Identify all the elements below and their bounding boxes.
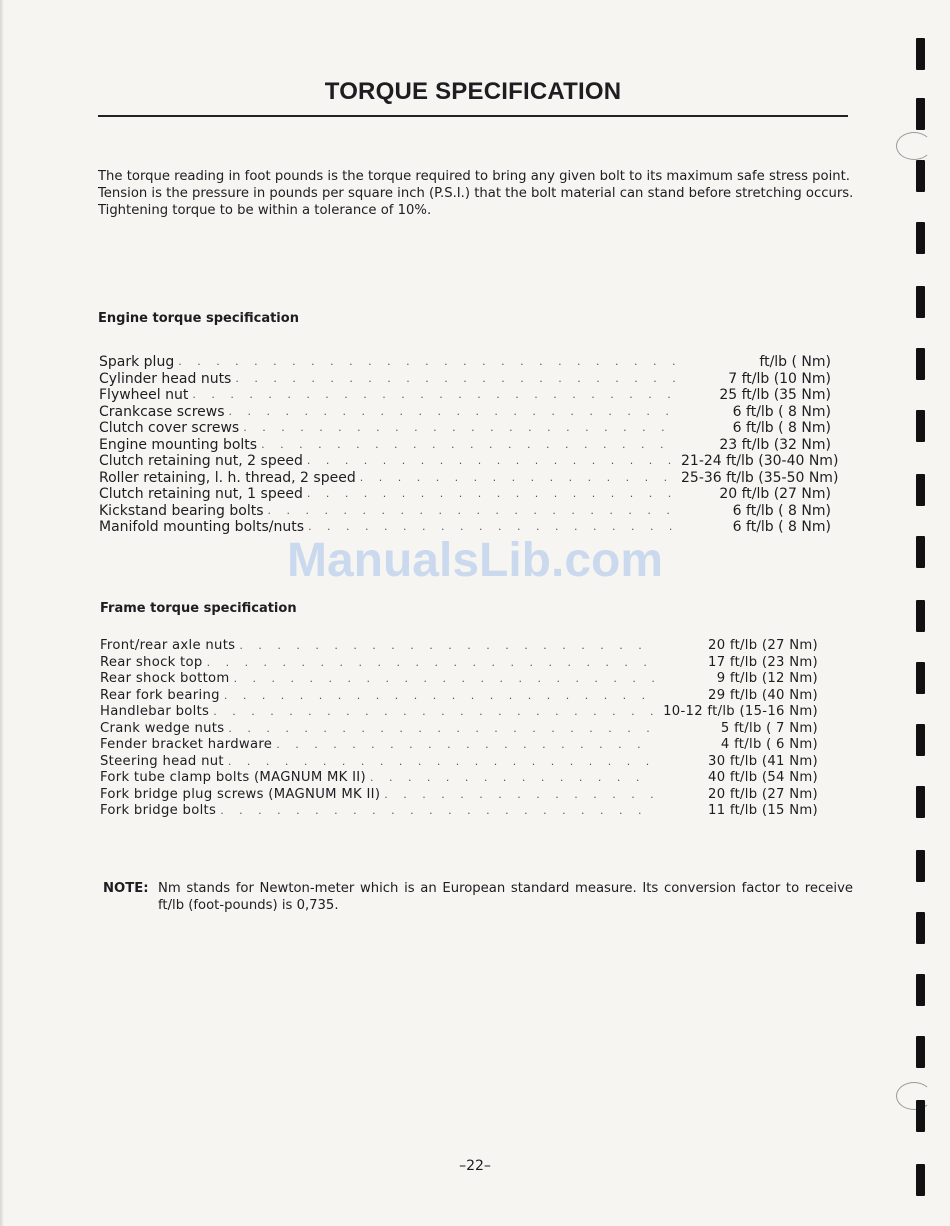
spec-name: Clutch retaining nut, 2 speed bbox=[99, 453, 303, 469]
spec-name: Roller retaining, l. h. thread, 2 speed bbox=[99, 469, 356, 486]
leader-dots bbox=[239, 638, 654, 655]
spec-name: Front/rear axle nuts bbox=[100, 638, 236, 653]
spec-value: 6 ft/lb ( 8 Nm) bbox=[732, 519, 831, 535]
spec-value: 4 ft/lb ( 6 Nm) bbox=[720, 737, 818, 752]
intro-text bbox=[98, 168, 854, 219]
intro-paragraph: Tightening torque to be within a tolerance of 10%. bbox=[98, 203, 432, 218]
spec-row bbox=[100, 803, 818, 820]
leader-dots bbox=[268, 503, 677, 520]
spec-value: 25-36 ft/lb (35-50 Nm) bbox=[681, 469, 839, 486]
leader-dots bbox=[307, 486, 677, 503]
spec-value: 40 ft/lb (54 Nm) bbox=[708, 770, 818, 785]
binding-hole-mark bbox=[916, 410, 925, 442]
spec-row bbox=[99, 453, 839, 470]
binding-hole-mark bbox=[916, 974, 925, 1006]
spec-row bbox=[99, 503, 831, 520]
binding-hole-mark bbox=[916, 600, 925, 632]
spec-name: Fork bridge plug screws (MAGNUM MK II) bbox=[100, 786, 381, 802]
binding-hole-mark bbox=[916, 662, 925, 694]
binding-hole-mark bbox=[916, 348, 925, 380]
spec-name: Rear shock top bbox=[100, 654, 203, 670]
frame-spec-list bbox=[100, 638, 818, 820]
spec-value: 29 ft/lb (40 Nm) bbox=[708, 687, 818, 703]
spec-value: 6 ft/lb ( 8 Nm) bbox=[732, 403, 831, 420]
leader-dots bbox=[192, 387, 677, 404]
spec-row bbox=[100, 737, 818, 754]
leader-dots bbox=[243, 420, 677, 437]
spec-name: Fender bracket hardware bbox=[100, 737, 273, 752]
spec-row bbox=[99, 469, 839, 487]
intro-paragraph: Tension is the pressure in pounds per square inch (P.S.I.) that the bolt material can stand before stretching occurs. bbox=[98, 186, 854, 201]
leader-dots bbox=[235, 371, 677, 388]
binding-hole-mark bbox=[916, 286, 925, 318]
watermark: ManualsLib.com bbox=[286, 534, 664, 587]
spec-value: 6 ft/lb ( 8 Nm) bbox=[732, 502, 831, 519]
engine-section-heading: Engine torque specification bbox=[98, 311, 299, 326]
leader-dots bbox=[261, 437, 677, 454]
spec-name: Crankcase screws bbox=[99, 403, 225, 420]
note-text: Nm stands for Newton-meter which is an European standard measure. Its conversion factor to receive ft/lb (foot-pounds) is 0,735. bbox=[158, 881, 853, 913]
spec-name: Clutch retaining nut, 1 speed bbox=[99, 486, 303, 502]
spec-value: 20 ft/lb (27 Nm) bbox=[719, 486, 831, 502]
leader-dots bbox=[228, 721, 654, 738]
binding-hole-mark bbox=[916, 1100, 925, 1132]
binding-hole-mark bbox=[916, 222, 925, 254]
page-number: –22– bbox=[459, 1158, 491, 1174]
note-label: NOTE: bbox=[103, 881, 149, 896]
binding-hole-mark bbox=[916, 786, 925, 818]
leader-dots bbox=[228, 754, 654, 771]
title-underline bbox=[98, 115, 848, 117]
leader-dots bbox=[229, 404, 677, 421]
binding-hole-mark bbox=[916, 536, 925, 568]
spec-name: Spark plug bbox=[99, 354, 175, 370]
spec-value: ft/lb ( Nm) bbox=[759, 354, 831, 370]
leader-dots bbox=[178, 354, 677, 371]
leader-dots bbox=[234, 671, 654, 688]
spec-name: Manifold mounting bolts/nuts bbox=[99, 519, 305, 535]
spec-value: 7 ft/lb (10 Nm) bbox=[728, 370, 831, 387]
spec-row bbox=[99, 420, 831, 437]
spec-name: Cylinder head nuts bbox=[99, 370, 232, 387]
binding-hole-mark bbox=[916, 98, 925, 130]
spec-name: Rear fork bearing bbox=[100, 687, 220, 703]
spec-name: Flywheel nut bbox=[99, 387, 189, 403]
leader-dots bbox=[224, 688, 654, 705]
spec-row bbox=[99, 371, 831, 388]
spec-row bbox=[100, 787, 818, 804]
spec-value: 11 ft/lb (15 Nm) bbox=[708, 803, 818, 818]
intro-paragraph: The torque reading in foot pounds is the torque required to bring any given bolt to its maximum safe stress point. bbox=[98, 169, 851, 184]
spec-name: Handlebar bolts bbox=[100, 704, 210, 719]
spec-row bbox=[99, 486, 831, 503]
spec-name: Crank wedge nuts bbox=[100, 720, 225, 736]
binding-hole-mark bbox=[916, 1164, 925, 1196]
engine-spec-list bbox=[99, 354, 839, 536]
spec-row bbox=[100, 671, 818, 688]
spec-name: Kickstand bearing bolts bbox=[99, 502, 264, 519]
spec-name: Rear shock bottom bbox=[100, 671, 230, 686]
spec-value: 21-24 ft/lb (30-40 Nm) bbox=[681, 453, 839, 469]
leader-dots bbox=[213, 704, 654, 721]
binding-hole-mark bbox=[916, 38, 925, 70]
spec-name: Fork bridge bolts bbox=[100, 803, 217, 818]
binding-hole-mark bbox=[916, 474, 925, 506]
spec-value: 20 ft/lb (27 Nm) bbox=[708, 786, 818, 802]
spec-value: 20 ft/lb (27 Nm) bbox=[708, 638, 818, 653]
page-title: TORQUE SPECIFICATION bbox=[324, 78, 622, 105]
leader-dots bbox=[384, 787, 654, 804]
binding-hole-mark bbox=[916, 724, 925, 756]
leader-dots bbox=[276, 737, 654, 754]
leader-dots bbox=[220, 803, 654, 820]
leader-dots bbox=[360, 470, 677, 487]
note-block bbox=[103, 880, 853, 914]
binding-ring-icon bbox=[896, 1082, 932, 1110]
spec-row bbox=[100, 638, 818, 655]
spec-row bbox=[100, 754, 818, 771]
spec-row bbox=[99, 437, 831, 454]
spec-row bbox=[100, 688, 818, 705]
binding-hole-mark bbox=[916, 912, 925, 944]
page-edge-shadow bbox=[0, 0, 4, 1226]
spec-value: 10-12 ft/lb (15-16 Nm) bbox=[663, 704, 818, 719]
spec-value: 23 ft/lb (32 Nm) bbox=[719, 436, 831, 453]
spec-row bbox=[99, 387, 831, 404]
leader-dots bbox=[370, 770, 654, 787]
spec-name: Clutch cover screws bbox=[99, 420, 240, 436]
spec-row bbox=[100, 655, 818, 672]
spec-value: 6 ft/lb ( 8 Nm) bbox=[732, 420, 831, 436]
spec-value: 25 ft/lb (35 Nm) bbox=[719, 387, 831, 403]
spec-value: 5 ft/lb ( 7 Nm) bbox=[720, 720, 818, 736]
spec-value: 17 ft/lb (23 Nm) bbox=[708, 654, 818, 670]
spec-row bbox=[100, 704, 818, 721]
spec-row bbox=[99, 354, 831, 371]
binding-hole-mark bbox=[916, 1036, 925, 1068]
spec-name: Fork tube clamp bolts (MAGNUM MK II) bbox=[100, 770, 366, 785]
spec-row bbox=[100, 721, 818, 738]
spec-name: Engine mounting bolts bbox=[99, 436, 258, 453]
binding-ring-icon bbox=[896, 132, 932, 160]
leader-dots bbox=[207, 655, 654, 672]
spec-row bbox=[100, 770, 818, 787]
frame-section-heading: Frame torque specification bbox=[100, 601, 297, 616]
spec-row bbox=[99, 404, 831, 421]
spec-name: Steering head nut bbox=[100, 753, 224, 769]
spec-value: 30 ft/lb (41 Nm) bbox=[708, 753, 818, 769]
binding-hole-mark bbox=[916, 850, 925, 882]
binding-hole-mark bbox=[916, 160, 925, 192]
spec-value: 9 ft/lb (12 Nm) bbox=[716, 671, 818, 686]
leader-dots bbox=[307, 453, 677, 470]
